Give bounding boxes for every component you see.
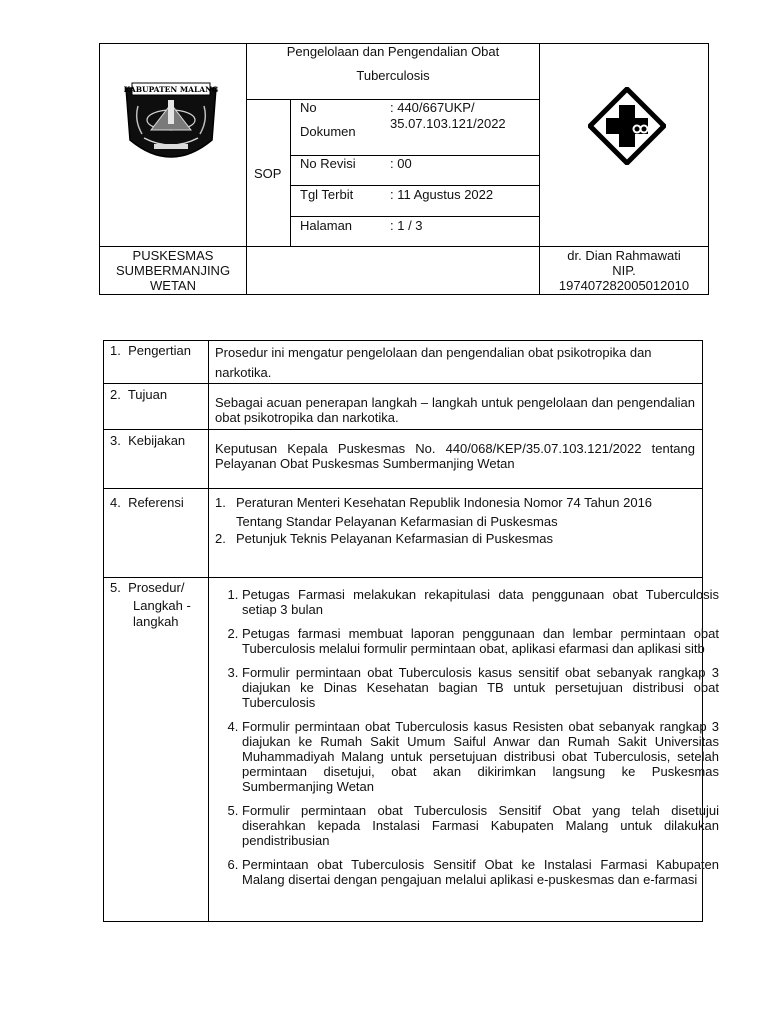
prosedur-label-line2: Langkah -: [133, 598, 191, 613]
document-title-line2: Tuberculosis: [356, 68, 430, 83]
kebijakan-label: 3. Kebijakan: [110, 433, 186, 448]
pengertian-label: 1. Pengertian: [110, 343, 191, 358]
prosedur-label-line1: 5. Prosedur/: [110, 580, 185, 595]
page-value: : 1 / 3: [390, 218, 423, 233]
kabupaten-malang-logo-icon: [118, 78, 224, 173]
document-title-line1: Pengelolaan dan Pengendalian Obat: [286, 44, 500, 59]
procedure-step: 2. Petugas farmasi membuat laporan penggunaan dan lembar permintaan obat Tuberculosis melalui formulir permintaan obat, aplikasi efarmasi dan aplikasi sitb: [242, 626, 719, 656]
revision-value: : 00: [390, 156, 412, 171]
reference-2: Petunjuk Teknis Pelayanan Kefarmasian di Puskesmas: [236, 531, 553, 546]
doc-number-value-line1: : 440/667UKP/: [390, 100, 475, 115]
tujuan-text: Sebagai acuan penerapan langkah – langkah untuk pengelolaan dan pengendalian obat psikotropika dan narkotika.: [215, 395, 695, 425]
referensi-label: 4. Referensi: [110, 495, 184, 510]
logo-text: KABUPATEN MALANG: [123, 85, 219, 94]
procedure-step: 6. Permintaan obat Tuberculosis Sensitif Obat ke Instalasi Farmasi Kabupaten Malang disertai dengan pengajuan melalui aplikasi e-puskesmas dan e-farmasi: [242, 857, 719, 887]
signer-name: dr. Dian Rahmawati: [567, 248, 681, 263]
sop-label: SOP: [254, 166, 282, 181]
issue-date-value: : 11 Agustus 2022: [390, 187, 494, 202]
kebijakan-text: Keputusan Kepala Puskesmas No. 440/068/KEP/35.07.103.121/2022 tentang Pelayanan Obat Puskesmas Sumbermanjing Wetan: [215, 441, 695, 471]
puskesmas-name-line2: SUMBERMANJING: [115, 263, 231, 278]
puskesmas-name-line1: PUSKESMAS: [132, 248, 214, 263]
puskesmas-cross-logo-icon: [588, 87, 666, 165]
doc-number-label-line2: Dokumen: [300, 124, 356, 139]
procedure-step: 4. Formulir permintaan obat Tuberculosis kasus Resisten obat sebanyak rangkap 3 diajukan ke Rumah Sakit Umum Saiful Anwar dan Rumah Sakit Universitas Muhammadiyah Malang untuk persetujuan distribusi obat Tuberculosis, setelah permintaan disetujui, obat akan dikirimkan langsung ke Puskesmas Sumbermanjing Wetan: [242, 719, 719, 794]
revision-label: No Revisi: [300, 156, 356, 171]
procedure-step: 5. Formulir permintaan obat Tuberculosis Sensitif Obat yang telah disetujui diserahkan kepada Instalasi Farmasi Kabupaten Malang untuk dilakukan pendistribusian: [242, 803, 719, 848]
reference-1-line1: Peraturan Menteri Kesehatan Republik Indonesia Nomor 74 Tahun 2016: [236, 495, 653, 510]
reference-number-1: 1.: [215, 495, 226, 510]
signer-nip-label: NIP.: [612, 263, 636, 278]
issue-date-label: Tgl Terbit: [300, 187, 354, 202]
signer-nip: 197407282005012010: [558, 278, 690, 293]
pengertian-text: Prosedur ini mengatur pengelolaan dan pengendalian obat psikotropika dan narkotika.: [215, 345, 652, 380]
doc-number-label-line1: No: [300, 100, 317, 115]
tujuan-label: 2. Tujuan: [110, 387, 168, 402]
doc-number-value-line2: 35.07.103.121/2022: [390, 116, 506, 131]
reference-number-2: 2.: [215, 531, 226, 546]
puskesmas-name-line3: WETAN: [150, 278, 196, 293]
procedure-steps: [218, 587, 719, 896]
prosedur-label-line3: langkah: [133, 614, 179, 629]
page-label: Halaman: [300, 218, 353, 233]
procedure-step: 3. Formulir permintaan obat Tuberculosis kasus sensitif obat sebanyak rangkap 3 diajukan ke Dinas Kesehatan bagian TB untuk persetujuan distribusi obat Tuberculosis: [242, 665, 719, 710]
reference-1-line2: Tentang Standar Pelayanan Kefarmasian di Puskesmas: [236, 514, 558, 529]
procedure-step: 1. Petugas Farmasi melakukan rekapitulasi data penggunaan obat Tuberculosis setiap 3 bulan: [242, 587, 719, 617]
